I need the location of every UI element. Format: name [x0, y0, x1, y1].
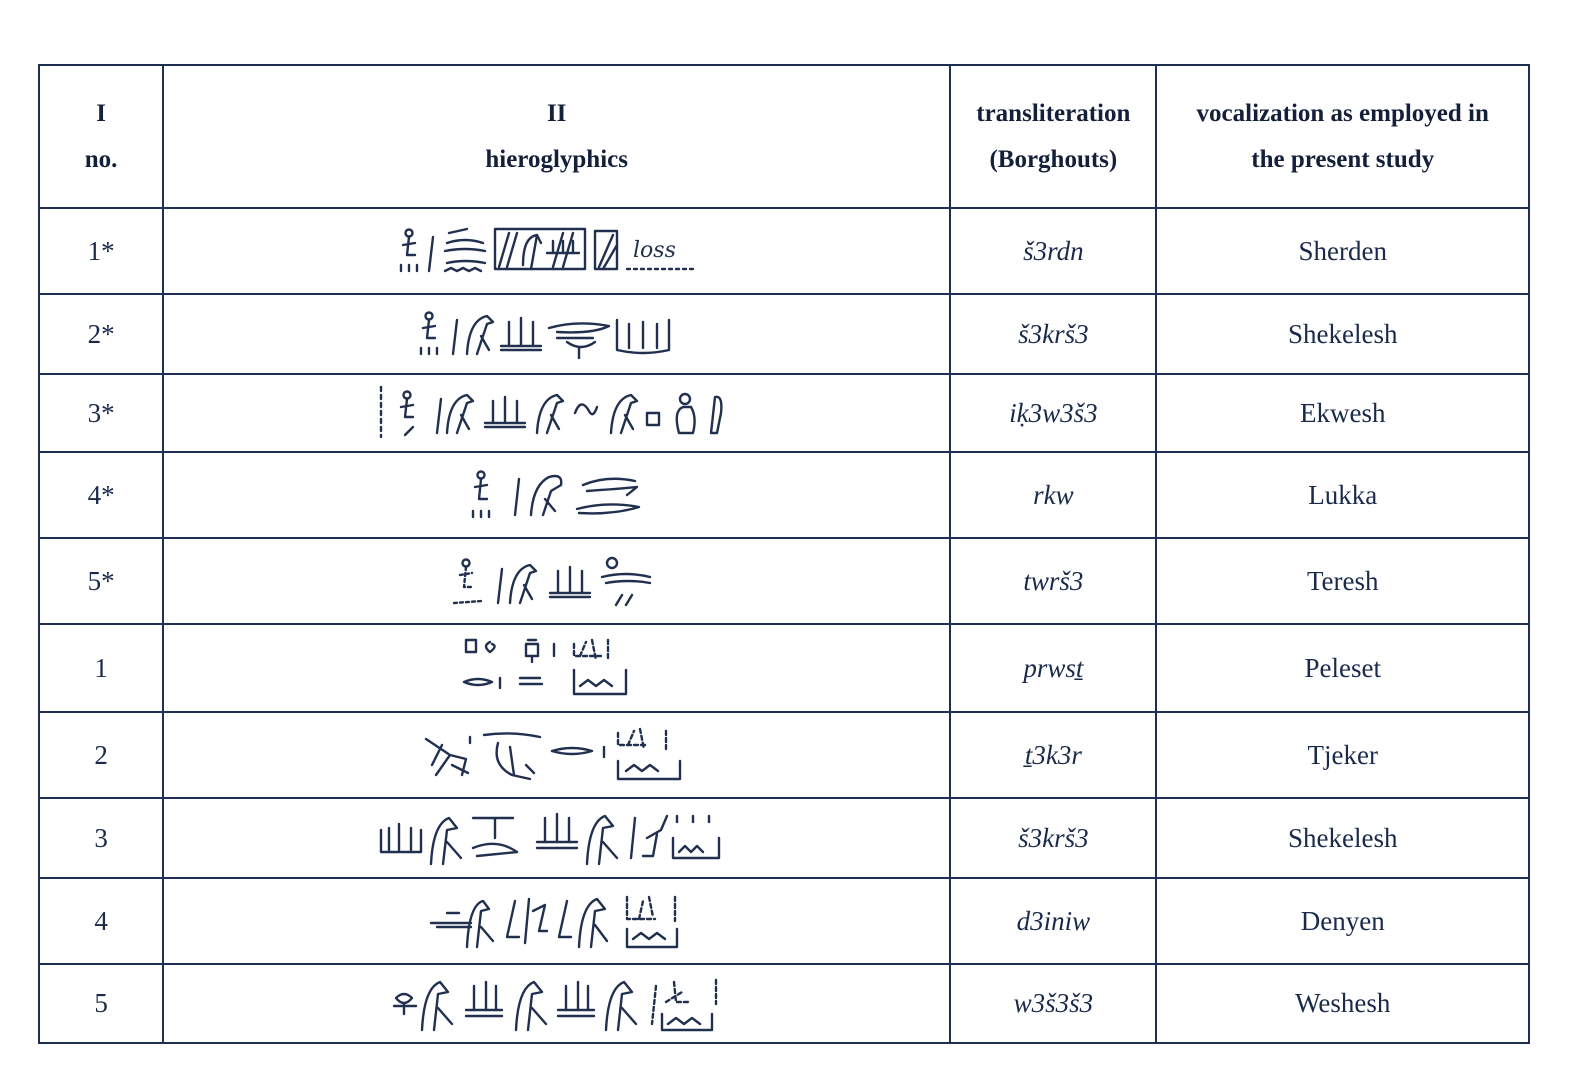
transliteration: w3š3š3 — [950, 964, 1156, 1043]
hieroglyph-group-weshesh — [392, 974, 722, 1034]
hieroglyph-group-shekelesh — [417, 306, 697, 362]
transliteration: š3rdn — [950, 208, 1156, 294]
hieroglyph-cell — [163, 452, 950, 538]
vocalization: Peleset — [1156, 624, 1529, 712]
row-number: 5* — [39, 538, 163, 624]
loss-note: loss — [632, 238, 676, 263]
transliteration: iḳ3w3š3 — [950, 374, 1156, 452]
vocalization: Lukka — [1156, 452, 1529, 538]
table-row — [39, 452, 1529, 538]
table-row — [39, 878, 1529, 964]
hieroglyph-cell — [163, 374, 950, 452]
header-number-line1: I — [96, 99, 106, 127]
row-number: 2* — [39, 294, 163, 374]
row-number: 5 — [39, 964, 163, 1043]
header-hieroglyphics-line1: II — [546, 99, 567, 127]
vocalization: Sherden — [1156, 208, 1529, 294]
table-row — [39, 374, 1529, 452]
table-row — [39, 208, 1529, 294]
header-hieroglyphics-line2: hieroglyphics — [485, 145, 628, 173]
vocalization: Shekelesh — [1156, 294, 1529, 374]
hieroglyph-group-sherden — [397, 223, 717, 279]
header-number — [39, 65, 163, 208]
vocalization: Shekelesh — [1156, 798, 1529, 878]
hieroglyph-group-shekelesh-2 — [377, 808, 737, 868]
row-number: 3 — [39, 798, 163, 878]
table-row — [39, 964, 1529, 1043]
row-number: 1 — [39, 624, 163, 712]
header-hieroglyphics — [163, 65, 950, 208]
transliteration: ṯ3k3r — [950, 712, 1156, 798]
row-number: 4* — [39, 452, 163, 538]
row-number: 1* — [39, 208, 163, 294]
vocalization: Ekwesh — [1156, 374, 1529, 452]
hieroglyph-group-denyen — [427, 891, 687, 951]
header-vocalization-line1: vocalization as employed in — [1196, 99, 1489, 127]
vocalization: Tjeker — [1156, 712, 1529, 798]
hieroglyph-cell — [163, 798, 950, 878]
hieroglyph-group-ekwesh — [377, 383, 737, 443]
transliteration: twrš3 — [950, 538, 1156, 624]
table-row — [39, 538, 1529, 624]
table-row — [39, 712, 1529, 798]
vocalization: Teresh — [1156, 538, 1529, 624]
transliteration: š3krš3 — [950, 294, 1156, 374]
header-transliteration — [950, 65, 1156, 208]
header-vocalization-line2: the present study — [1251, 145, 1435, 173]
header-row — [39, 65, 1529, 208]
hieroglyph-cell — [163, 878, 950, 964]
transliteration: š3krš3 — [950, 798, 1156, 878]
hieroglyph-cell — [163, 964, 950, 1043]
header-number-line2: no. — [84, 145, 118, 173]
header-transliteration-line2: (Borghouts) — [989, 145, 1118, 173]
hieroglyph-cell — [163, 294, 950, 374]
ethnonym-table — [38, 64, 1530, 1044]
table-row — [39, 624, 1529, 712]
transliteration: prwsṯ — [950, 624, 1156, 712]
hieroglyph-cell — [163, 624, 950, 712]
row-number: 4 — [39, 878, 163, 964]
vocalization: Weshesh — [1156, 964, 1529, 1043]
hieroglyph-cell — [163, 538, 950, 624]
row-number: 3* — [39, 374, 163, 452]
hieroglyph-group-peleset — [462, 636, 652, 700]
vocalization: Denyen — [1156, 878, 1529, 964]
transliteration: rkw — [950, 452, 1156, 538]
table-row — [39, 798, 1529, 878]
hieroglyph-group-tjeker — [422, 725, 692, 785]
table-row — [39, 294, 1529, 374]
header-vocalization — [1156, 65, 1529, 208]
row-number: 2 — [39, 712, 163, 798]
transliteration: d3iniw — [950, 878, 1156, 964]
hieroglyph-group-teresh — [452, 553, 662, 609]
hieroglyph-cell — [163, 712, 950, 798]
header-transliteration-line1: transliteration — [976, 99, 1131, 127]
hieroglyph-group-lukka — [467, 465, 647, 525]
hieroglyph-cell — [163, 208, 950, 294]
